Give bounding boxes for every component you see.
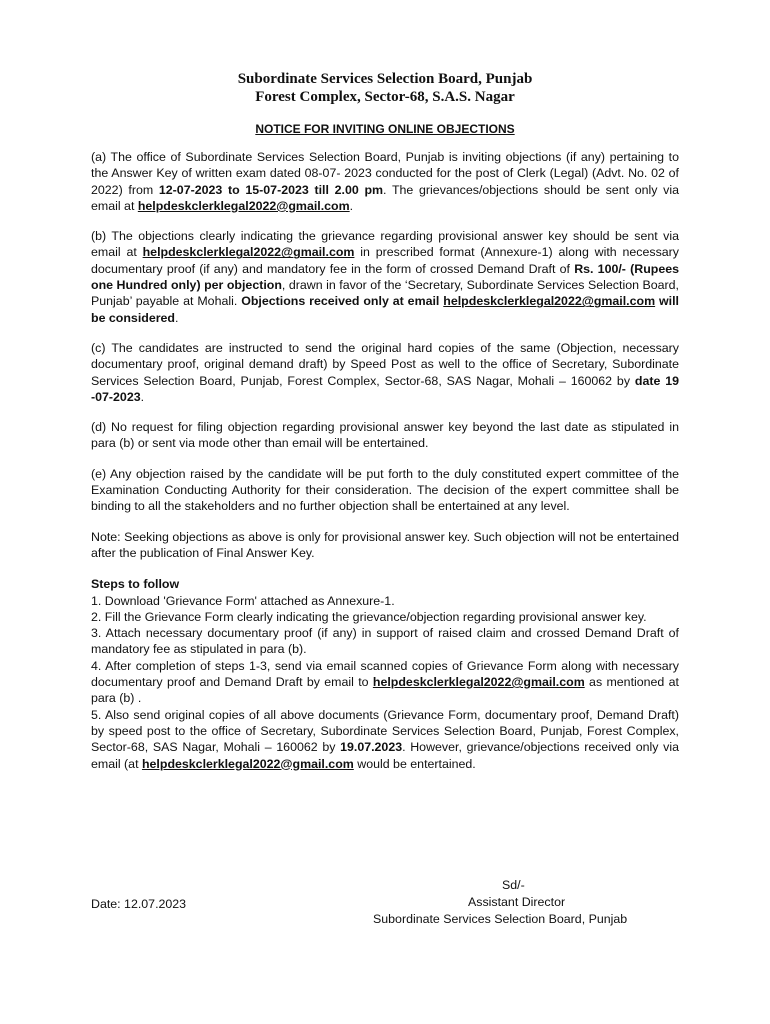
notice-date: Date: 12.07.2023 xyxy=(91,897,187,911)
email-link[interactable]: helpdeskclerklegal2022@gmail.com xyxy=(142,245,355,260)
board-address: Forest Complex, Sector-68, S.A.S. Nagar xyxy=(255,89,515,105)
para-c: (c) The candidates are instructed to send the original hard copies of the same (Objection, necessary documentary proof, original demand draft) by Speed Post as well to the office of Secretary, Subordinate Services Selection Board, Punjab, Forest Complex, Sector-68, SAS Nagar, Mohali – 160062 by date 19 -07-2023. xyxy=(91,340,679,404)
step-2: 2. Fill the Grievance Form clearly indicating the grievance/objection regarding provisional answer key. xyxy=(91,609,647,624)
notice-document xyxy=(91,70,679,772)
email-link[interactable]: helpdeskclerklegal2022@gmail.com xyxy=(372,675,585,690)
notice-title: NOTICE FOR INVITING ONLINE OBJECTIONS xyxy=(255,122,515,136)
email-link[interactable]: helpdeskclerklegal2022@gmail.com xyxy=(443,294,656,309)
step-3: 3. Attach necessary documentary proof (if any) in support of raised claim and crossed Demand Draft of mandatory fee as stipulated in para (b). xyxy=(91,626,679,657)
signature-sd: Sd/- xyxy=(502,878,525,892)
board-name: Subordinate Services Selection Board, Punjab xyxy=(237,71,533,87)
note: Note: Seeking objections as above is only for provisional answer key. Such objection will not be entertained after the publication of Final Answer Key. xyxy=(91,529,679,560)
step-4: 4. After completion of steps 1-3, send via email scanned copies of Grievance Form along with necessary documentary proof and Demand Draft by email to helpdeskclerklegal2022@gmail.com as mentioned at para (b) . xyxy=(91,658,679,706)
step-1: 1. Download 'Grievance Form' attached as Annexure-1. xyxy=(91,593,395,608)
email-link[interactable]: helpdeskclerklegal2022@gmail.com xyxy=(141,756,354,771)
para-e: (e) Any objection raised by the candidate will be put forth to the duly constituted expert committee of the Examination Conducting Authority for their consideration. The decision of the expert committee shall be binding to all the stakeholders and no further objection shall be entertained at any level. xyxy=(91,466,679,514)
signatory-office: Subordinate Services Selection Board, Punjab xyxy=(373,912,628,926)
para-a: (a) The office of Subordinate Services Selection Board, Punjab is inviting objections (if any) pertaining to the Answer Key of written exam dated 08-07- 2023 conducted for the post of Clerk (Legal) (Advt. No. 02 of 2022) from 12-07-2023 to 15-07-2023 till 2.00 pm. The grievances/objections should be sent only via email at helpdeskclerklegal2022@gmail.com. xyxy=(91,150,680,213)
email-link[interactable]: helpdeskclerklegal2022@gmail.com xyxy=(137,198,350,213)
para-b: (b) The objections clearly indicating the grievance regarding provisional answer key should be sent via email at helpdeskclerklegal2022@gmail.com in prescribed format (Annexure-1) along with necessary documentary proof (if any) and mandatory fee in the form of crossed Demand Draft of Rs. 100/- (Rupees one Hundred only) per objection, drawn in favor of the ‘Secretary, Subordinate Services Selection Board, Punjab’ payable at Mohali. Objections received only at email helpdeskclerklegal2022@gmail.com will be considered. xyxy=(91,229,680,325)
step-5: 5. Also send original copies of all above documents (Grievance Form, documentary proof, Demand Draft) by speed post to the office of Secretary, Subordinate Services Selection Board, Punjab, Forest Complex, Sector-68, SAS Nagar, Mohali – 160062 by 19.07.2023. However, grievance/objections received only via email (at helpdeskclerklegal2022@gmail.com would be entertained. xyxy=(91,707,679,771)
steps-title: Steps to follow xyxy=(91,577,180,592)
signatory-designation: Assistant Director xyxy=(468,895,566,909)
para-d: (d) No request for filing objection regarding provisional answer key beyond the last date as stipulated in para (b) or sent via mode other than email will be entertained. xyxy=(91,420,679,451)
